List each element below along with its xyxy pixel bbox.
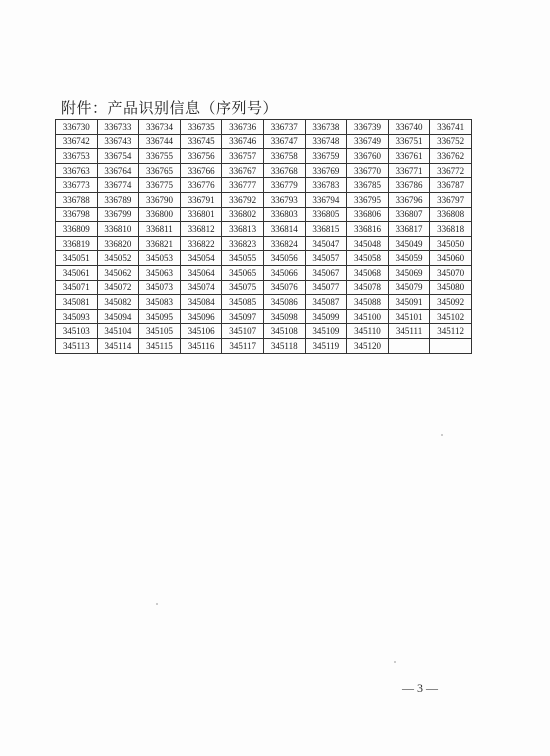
serial-cell: 336762 [430,149,472,164]
serial-cell: 336812 [180,222,222,237]
serial-cell: 336806 [347,207,389,222]
serial-cell: 336775 [139,178,181,193]
serial-cell: 336822 [180,236,222,251]
serial-cell: 336797 [430,192,472,207]
page-number: — 3 — [402,681,438,695]
serial-cell: 345111 [388,324,430,339]
serial-cell: 345065 [222,265,264,280]
serial-cell: 336798 [56,207,98,222]
serial-cell: 336755 [139,149,181,164]
serial-cell: 345102 [430,309,472,324]
serial-cell: 336809 [56,222,98,237]
serial-cell: 336788 [56,192,98,207]
serial-cell: 336779 [263,178,305,193]
serial-cell: 336748 [305,134,347,149]
serial-cell: 345110 [347,324,389,339]
serial-cell: 336820 [97,236,139,251]
serial-cell: 345109 [305,324,347,339]
serial-cell: 345084 [180,295,222,310]
serial-cell: 336800 [139,207,181,222]
serial-cell: 336733 [97,120,139,135]
serial-cell: 336737 [263,120,305,135]
serial-cell: 345072 [97,280,139,295]
serial-cell: 345057 [305,251,347,266]
serial-cell: 345079 [388,280,430,295]
serial-cell: 336743 [97,134,139,149]
serial-cell: 336749 [347,134,389,149]
serial-cell: 345114 [97,338,139,353]
serial-cell: 345080 [430,280,472,295]
serial-cell: 336745 [180,134,222,149]
serial-cell: 345094 [97,309,139,324]
serial-cell: 336823 [222,236,264,251]
serial-cell: 336761 [388,149,430,164]
serial-cell: 345120 [347,338,389,353]
serial-cell: 345069 [388,265,430,280]
serial-cell: 345071 [56,280,98,295]
table-row [56,236,472,251]
serial-cell: 345076 [263,280,305,295]
serial-cell: 336799 [97,207,139,222]
serial-cell: 345103 [56,324,98,339]
serial-cell: 336744 [139,134,181,149]
serial-cell: 336803 [263,207,305,222]
serial-cell: 336805 [305,207,347,222]
table-row [56,338,472,353]
serial-cell: 336774 [97,178,139,193]
scan-speck [394,661,396,663]
serial-cell: 336776 [180,178,222,193]
serial-cell: 345067 [305,265,347,280]
serial-cell: 336746 [222,134,264,149]
serial-cell: 345099 [305,309,347,324]
serial-cell: 336772 [430,163,472,178]
serial-cell: 336751 [388,134,430,149]
serial-cell: 345116 [180,338,222,353]
serial-cell: 336793 [263,192,305,207]
serial-cell: 336756 [180,149,222,164]
serial-cell: 345047 [305,236,347,251]
serial-cell: 336811 [139,222,181,237]
serial-cell: 336816 [347,222,389,237]
serial-cell: 345091 [388,295,430,310]
serial-cell: 345115 [139,338,181,353]
serial-cell: 345097 [222,309,264,324]
serial-cell [430,338,472,353]
table-row [56,265,472,280]
serial-cell: 345066 [263,265,305,280]
serial-cell: 336767 [222,163,264,178]
serial-number-table [55,119,472,354]
serial-cell: 336794 [305,192,347,207]
serial-cell: 345083 [139,295,181,310]
serial-cell: 336766 [180,163,222,178]
serial-cell: 336824 [263,236,305,251]
table-row [56,295,472,310]
serial-cell: 345119 [305,338,347,353]
serial-cell: 345108 [263,324,305,339]
serial-cell: 336814 [263,222,305,237]
serial-cell: 336769 [305,163,347,178]
serial-cell: 345077 [305,280,347,295]
serial-cell: 336807 [388,207,430,222]
serial-cell: 336810 [97,222,139,237]
serial-cell: 336817 [388,222,430,237]
serial-cell: 336783 [305,178,347,193]
table-row [56,309,472,324]
serial-cell: 336764 [97,163,139,178]
serial-cell: 345052 [97,251,139,266]
serial-cell: 336796 [388,192,430,207]
serial-cell: 336815 [305,222,347,237]
serial-cell: 345095 [139,309,181,324]
serial-cell: 345078 [347,280,389,295]
serial-cell: 345118 [263,338,305,353]
serial-table-body [56,120,472,354]
serial-cell: 336765 [139,163,181,178]
serial-cell: 345064 [180,265,222,280]
table-row [56,120,472,135]
serial-cell: 336763 [56,163,98,178]
serial-cell: 336736 [222,120,264,135]
serial-cell: 345048 [347,236,389,251]
serial-cell: 345113 [56,338,98,353]
serial-cell: 336740 [388,120,430,135]
serial-cell: 345105 [139,324,181,339]
serial-cell: 345093 [56,309,98,324]
serial-cell: 345086 [263,295,305,310]
serial-cell: 336768 [263,163,305,178]
serial-cell: 345075 [222,280,264,295]
serial-cell: 345112 [430,324,472,339]
serial-cell: 336801 [180,207,222,222]
serial-cell: 345060 [430,251,472,266]
serial-cell: 345070 [430,265,472,280]
serial-cell: 336771 [388,163,430,178]
serial-cell: 336742 [56,134,98,149]
serial-cell: 345117 [222,338,264,353]
serial-cell: 336819 [56,236,98,251]
serial-cell: 336789 [97,192,139,207]
serial-cell: 345049 [388,236,430,251]
serial-cell: 345098 [263,309,305,324]
serial-cell: 345107 [222,324,264,339]
serial-cell: 336735 [180,120,222,135]
scan-speck [156,603,158,605]
serial-cell: 336739 [347,120,389,135]
serial-cell: 345106 [180,324,222,339]
serial-cell: 336786 [388,178,430,193]
serial-cell: 336792 [222,192,264,207]
serial-cell: 336777 [222,178,264,193]
serial-cell: 345061 [56,265,98,280]
serial-cell: 345100 [347,309,389,324]
serial-cell: 336754 [97,149,139,164]
serial-cell: 336759 [305,149,347,164]
serial-cell: 345051 [56,251,98,266]
serial-cell: 345092 [430,295,472,310]
serial-cell: 345082 [97,295,139,310]
table-row [56,178,472,193]
table-row [56,222,472,237]
table-row [56,163,472,178]
scan-speck [441,434,443,436]
serial-cell: 336752 [430,134,472,149]
serial-cell: 336802 [222,207,264,222]
serial-cell: 345053 [139,251,181,266]
serial-cell: 345104 [97,324,139,339]
serial-cell: 336787 [430,178,472,193]
serial-cell: 336741 [430,120,472,135]
serial-cell: 336821 [139,236,181,251]
serial-cell: 345054 [180,251,222,266]
serial-cell: 336747 [263,134,305,149]
serial-cell: 345056 [263,251,305,266]
serial-cell: 336738 [305,120,347,135]
serial-cell: 336808 [430,207,472,222]
serial-cell: 345058 [347,251,389,266]
serial-cell: 345073 [139,280,181,295]
serial-cell: 336818 [430,222,472,237]
serial-cell: 336760 [347,149,389,164]
table-row [56,192,472,207]
serial-cell: 336734 [139,120,181,135]
serial-cell: 336785 [347,178,389,193]
serial-cell: 345074 [180,280,222,295]
serial-cell: 345050 [430,236,472,251]
serial-cell: 336813 [222,222,264,237]
serial-cell: 336795 [347,192,389,207]
serial-cell: 345096 [180,309,222,324]
serial-cell: 336758 [263,149,305,164]
serial-cell: 345059 [388,251,430,266]
serial-cell: 336757 [222,149,264,164]
attachment-heading: 附件：产品识别信息（序列号） [61,99,279,117]
serial-cell: 336753 [56,149,98,164]
serial-cell: 345085 [222,295,264,310]
serial-cell: 345055 [222,251,264,266]
serial-cell: 336730 [56,120,98,135]
serial-cell: 336790 [139,192,181,207]
serial-cell: 345087 [305,295,347,310]
table-row [56,251,472,266]
table-row [56,149,472,164]
serial-cell: 345081 [56,295,98,310]
serial-cell: 345088 [347,295,389,310]
serial-cell: 345062 [97,265,139,280]
serial-cell [388,338,430,353]
serial-cell: 336791 [180,192,222,207]
table-row [56,134,472,149]
table-row [56,207,472,222]
serial-cell: 345068 [347,265,389,280]
serial-cell: 336773 [56,178,98,193]
serial-cell: 336770 [347,163,389,178]
serial-cell: 345063 [139,265,181,280]
table-row [56,324,472,339]
serial-cell: 345101 [388,309,430,324]
table-row [56,280,472,295]
